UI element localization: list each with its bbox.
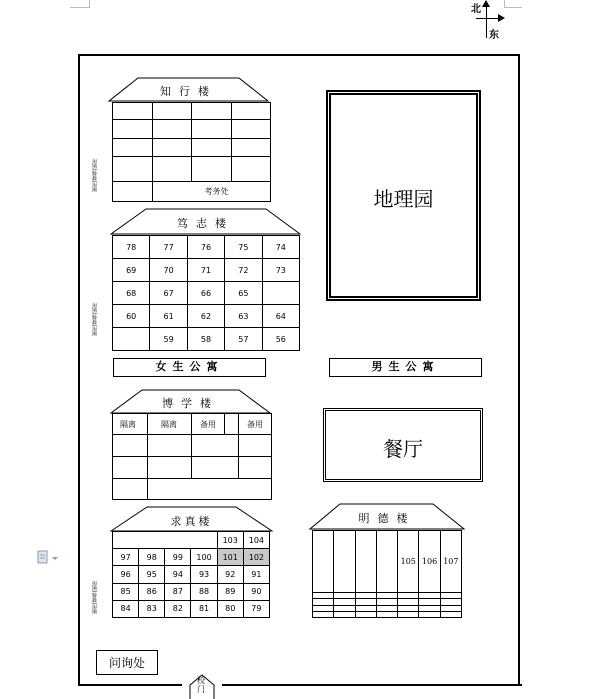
east-arrow-icon [498,14,505,22]
classroom-cell: 68 [113,282,150,305]
classroom-cell: 72 [225,259,262,282]
classroom-cell: 95 [139,566,165,583]
girls-dormitory-label: 女生公寓 [113,358,266,377]
inquiry-office [96,650,158,675]
classroom-cell: 59 [150,328,187,351]
zhixing-side-label: 厕所|楼梯|厕所 [92,158,98,192]
duzhi-side-label: 厕所|楼梯|厕所 [92,302,98,336]
classroom-cell: 92 [217,566,243,583]
spare-room-cell: 备用 [239,414,272,435]
classroom-cell: 87 [165,583,191,600]
classroom-cell: 79 [243,600,269,617]
classroom-cell: 84 [113,600,139,617]
boys-dormitory-label: 男生公寓 [329,358,482,377]
classroom-cell: 96 [113,566,139,583]
classroom-cell: 66 [187,282,224,305]
compass-east-label: 东 [489,30,499,41]
classroom-cell: 78 [113,236,150,259]
classroom-cell: 91 [243,566,269,583]
classroom-cell: 99 [165,549,191,566]
classroom-cell: 76 [187,236,224,259]
classroom-cell: 75 [225,236,262,259]
classroom-cell: 77 [150,236,187,259]
classroom-cell [262,282,299,305]
classroom-cell: 65 [225,282,262,305]
classroom-cell: 83 [139,600,165,617]
duzhi-roof [110,208,301,235]
geography-garden [326,90,481,301]
classroom-cell: 56 [262,328,299,351]
zhixing-roof [108,77,269,102]
qiuzhen-classroom-grid [112,531,270,618]
classroom-cell: 103 [217,532,243,549]
classroom-cell: 97 [113,549,139,566]
north-arrow-icon [482,0,490,7]
isolation-room-cell: 隔离 [113,414,148,435]
classroom-cell: 85 [113,583,139,600]
qiuzhen-building-name: 求真楼 [170,515,213,528]
mingde-building-name: 明德楼 [358,512,416,525]
classroom-cell: 63 [225,305,262,328]
classroom-cell: 89 [217,583,243,600]
classroom-cell: 81 [191,600,217,617]
qiuzhen-roof [110,506,273,532]
classroom-cell: 58 [187,328,224,351]
classroom-cell: 71 [187,259,224,282]
inquiry-office-label: 问询处 [108,656,145,670]
boxue-room-grid [112,413,272,500]
classroom-cell: 98 [139,549,165,566]
mingde-classroom-grid [312,530,462,618]
campus-wall-left [78,684,182,686]
classroom-cell: 60 [113,305,150,328]
classroom-cell: 64 [262,305,299,328]
geography-garden-label: 地理园 [373,187,434,211]
zhixing-floor-grid [112,102,271,202]
classroom-cell [113,328,150,351]
zhixing-building-name: 知行楼 [160,85,217,98]
classroom-cell: 74 [262,236,299,259]
classroom-cell: 107 [440,531,461,593]
classroom-cell: 88 [191,583,217,600]
school-gate-label: 校门 [197,676,205,694]
boxue-roof [110,389,271,414]
duzhi-building-name: 笃志楼 [177,217,234,230]
canteen-label: 餐厅 [383,437,423,461]
classroom-cell: 57 [225,328,262,351]
classroom-cell: 106 [419,531,440,593]
qiuzhen-side-label: 厕所|楼梯|厕所 [92,580,98,614]
exam-office-label: 考务处 [152,182,271,202]
isolation-room-cell: 隔离 [148,414,192,435]
classroom-cell: 80 [217,600,243,617]
classroom-cell: 70 [150,259,187,282]
classroom-cell: 82 [165,600,191,617]
mingde-roof [309,503,465,530]
classroom-cell: 62 [187,305,224,328]
crop-mark-top-left [70,0,90,8]
classroom-cell-highlighted: 102 [243,549,269,566]
classroom-cell: 67 [150,282,187,305]
classroom-cell: 86 [139,583,165,600]
classroom-cell: 105 [398,531,419,593]
duzhi-classroom-grid [112,235,300,351]
classroom-cell: 90 [243,583,269,600]
classroom-cell: 69 [113,259,150,282]
boxue-building-name: 博学楼 [162,397,219,410]
classroom-cell: 61 [150,305,187,328]
compass-horizontal-line [476,18,500,19]
crop-mark-top-right [504,0,522,8]
canteen [323,408,483,482]
classroom-cell: 73 [262,259,299,282]
classroom-cell: 100 [191,549,217,566]
campus-wall-right [222,684,522,686]
spare-room-cell: 备用 [192,414,225,435]
classroom-cell: 94 [165,566,191,583]
classroom-cell: 93 [191,566,217,583]
classroom-cell-highlighted: 101 [217,549,243,566]
compass-north-label: 北 [471,4,481,15]
classroom-cell: 104 [243,532,269,549]
document-icon[interactable] [37,549,49,563]
compass-vertical-line [486,2,487,38]
